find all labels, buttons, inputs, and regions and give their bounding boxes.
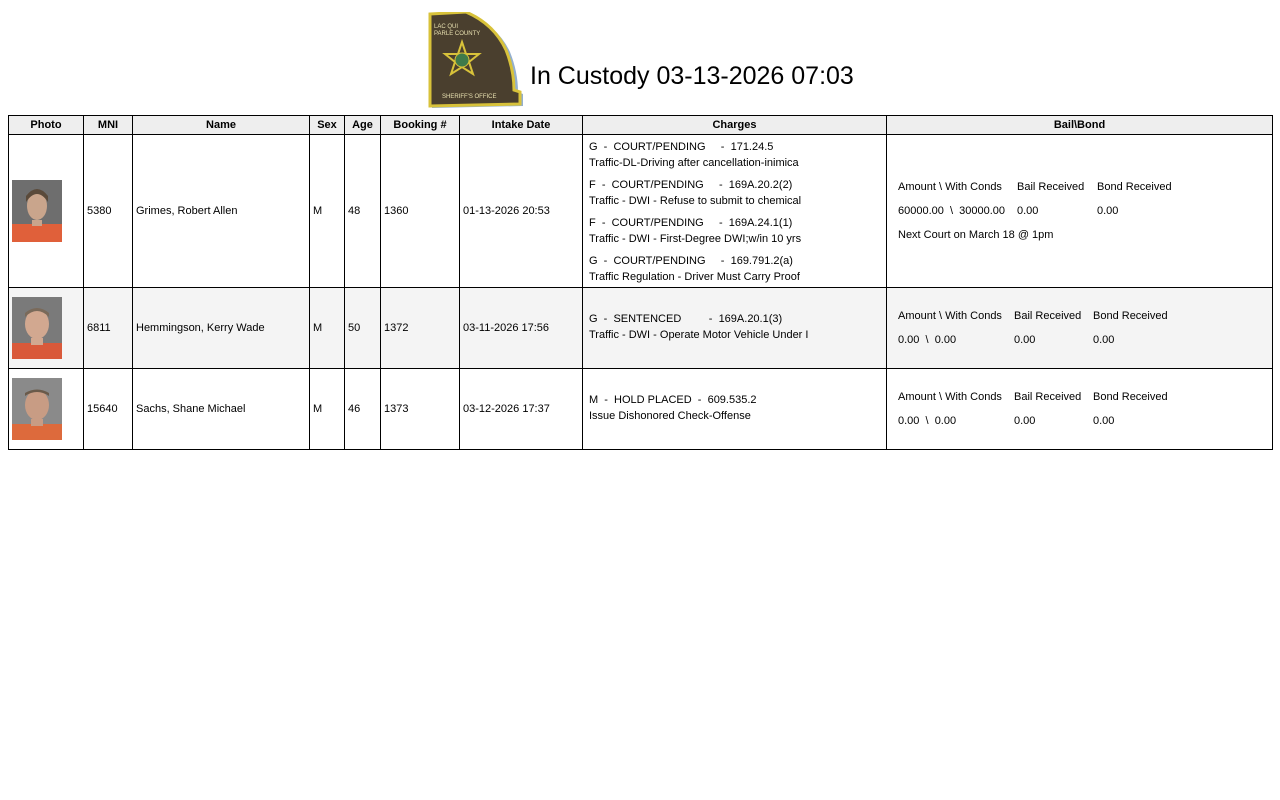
bail-received-label: Bail Received xyxy=(1014,391,1082,403)
mugshot-photo[interactable] xyxy=(12,297,62,359)
bail-values-row xyxy=(898,409,1272,433)
photo-cell xyxy=(9,288,84,369)
age-cell: 50 xyxy=(345,288,381,369)
age-cell: 46 xyxy=(345,369,381,450)
intake-date-cell: 01-13-2026 20:53 xyxy=(460,135,583,288)
sheriff-badge-logo xyxy=(428,12,524,110)
charge-code: G - SENTENCED - 169A.20.1(3) xyxy=(589,313,783,325)
booking-cell: 1360 xyxy=(381,135,460,288)
sex-cell: M xyxy=(310,369,345,450)
custody-table xyxy=(8,115,1273,450)
logo-text-top: LAC QUI xyxy=(434,24,459,30)
page-header xyxy=(0,0,1280,115)
table-row xyxy=(9,369,1273,450)
photo-cell xyxy=(9,369,84,450)
col-header-booking: Booking # xyxy=(381,116,460,135)
sex-cell: M xyxy=(310,135,345,288)
charge-item xyxy=(589,392,886,424)
bail-header-row xyxy=(898,304,1272,328)
photo-cell xyxy=(9,135,84,288)
bail-received-label: Bail Received xyxy=(1014,310,1082,322)
charge-description: Traffic - DWI - First-Degree DWI;w/in 10 yrs xyxy=(589,233,802,245)
bond-received-label: Bond Received xyxy=(1093,310,1168,322)
charge-code: F - COURT/PENDING - 169A.20.2(2) xyxy=(589,179,793,191)
table-row xyxy=(9,135,1273,288)
bail-info xyxy=(890,385,1272,433)
bond-received-label: Bond Received xyxy=(1097,181,1172,193)
charge-item xyxy=(589,311,886,343)
col-header-sex: Sex xyxy=(310,116,345,135)
mni-cell: 6811 xyxy=(84,288,133,369)
bail-header-row xyxy=(898,385,1272,409)
col-header-photo: Photo xyxy=(9,116,84,135)
bond-received-label: Bond Received xyxy=(1093,391,1168,403)
bail-info xyxy=(890,175,1272,247)
charge-description: Traffic - DWI - Refuse to submit to chemical xyxy=(589,195,802,207)
col-header-bail-bond: Bail\Bond xyxy=(887,116,1273,135)
charges-cell xyxy=(583,369,887,450)
page-title: In Custody 03-13-2026 07:03 xyxy=(530,62,854,90)
court-note: Next Court on March 18 @ 1pm xyxy=(898,229,1054,241)
intake-date-cell: 03-11-2026 17:56 xyxy=(460,288,583,369)
bond-received-value: 0.00 xyxy=(1093,415,1115,427)
mni-cell: 15640 xyxy=(84,369,133,450)
charge-item xyxy=(589,177,886,209)
bail-values-row xyxy=(898,199,1272,223)
table-row xyxy=(9,288,1273,369)
booking-cell: 1372 xyxy=(381,288,460,369)
bail-received-label: Bail Received xyxy=(1017,181,1085,193)
charge-item xyxy=(589,253,886,285)
bail-values-row xyxy=(898,328,1272,352)
charge-description: Traffic - DWI - Operate Motor Vehicle Under I xyxy=(589,329,809,341)
name-cell: Hemmingson, Kerry Wade xyxy=(133,288,310,369)
charge-item xyxy=(589,139,886,171)
bail-info xyxy=(890,304,1272,352)
col-header-intake-date: Intake Date xyxy=(460,116,583,135)
bail-amount-label: Amount \ With Conds xyxy=(898,181,1002,193)
col-header-charges: Charges xyxy=(583,116,887,135)
bail-amount-value: 0.00 \ 0.00 xyxy=(898,334,957,346)
logo-text-bottom: SHERIFF'S OFFICE xyxy=(442,94,497,100)
bail-bond-cell xyxy=(887,288,1273,369)
bail-received-value: 0.00 xyxy=(1014,334,1036,346)
name-cell: Sachs, Shane Michael xyxy=(133,369,310,450)
mugshot-photo[interactable] xyxy=(12,378,62,440)
bond-received-value: 0.00 xyxy=(1097,205,1119,217)
booking-cell: 1373 xyxy=(381,369,460,450)
age-cell: 48 xyxy=(345,135,381,288)
charge-description: Traffic-DL-Driving after cancellation-inimica xyxy=(589,157,799,169)
bail-amount-value: 60000.00 \ 30000.00 xyxy=(898,205,1006,217)
table-header-row xyxy=(9,116,1273,135)
charge-description: Traffic Regulation - Driver Must Carry Proof xyxy=(589,271,800,283)
charge-code: F - COURT/PENDING - 169A.24.1(1) xyxy=(589,217,793,229)
mni-cell: 5380 xyxy=(84,135,133,288)
charge-code: G - COURT/PENDING - 171.24.5 xyxy=(589,141,774,153)
charge-code: G - COURT/PENDING - 169.791.2(a) xyxy=(589,255,793,267)
bail-bond-cell xyxy=(887,369,1273,450)
charge-item xyxy=(589,215,886,247)
bail-received-value: 0.00 xyxy=(1014,415,1036,427)
bail-bond-cell xyxy=(887,135,1273,288)
intake-date-cell: 03-12-2026 17:37 xyxy=(460,369,583,450)
bail-amount-value: 0.00 \ 0.00 xyxy=(898,415,957,427)
charge-description: Issue Dishonored Check-Offense xyxy=(589,410,751,422)
mugshot-photo[interactable] xyxy=(12,180,62,242)
svg-text:PARLE COUNTY: PARLE COUNTY xyxy=(434,31,481,37)
col-header-mni: MNI xyxy=(84,116,133,135)
bail-received-value: 0.00 xyxy=(1017,205,1039,217)
charge-code: M - HOLD PLACED - 609.535.2 xyxy=(589,394,757,406)
bail-amount-label: Amount \ With Conds xyxy=(898,391,1002,403)
charges-cell xyxy=(583,288,887,369)
bail-header-row xyxy=(898,175,1272,199)
col-header-name: Name xyxy=(133,116,310,135)
sex-cell: M xyxy=(310,288,345,369)
col-header-age: Age xyxy=(345,116,381,135)
charges-cell xyxy=(583,135,887,288)
bond-received-value: 0.00 xyxy=(1093,334,1115,346)
name-cell: Grimes, Robert Allen xyxy=(133,135,310,288)
bail-amount-label: Amount \ With Conds xyxy=(898,310,1002,322)
